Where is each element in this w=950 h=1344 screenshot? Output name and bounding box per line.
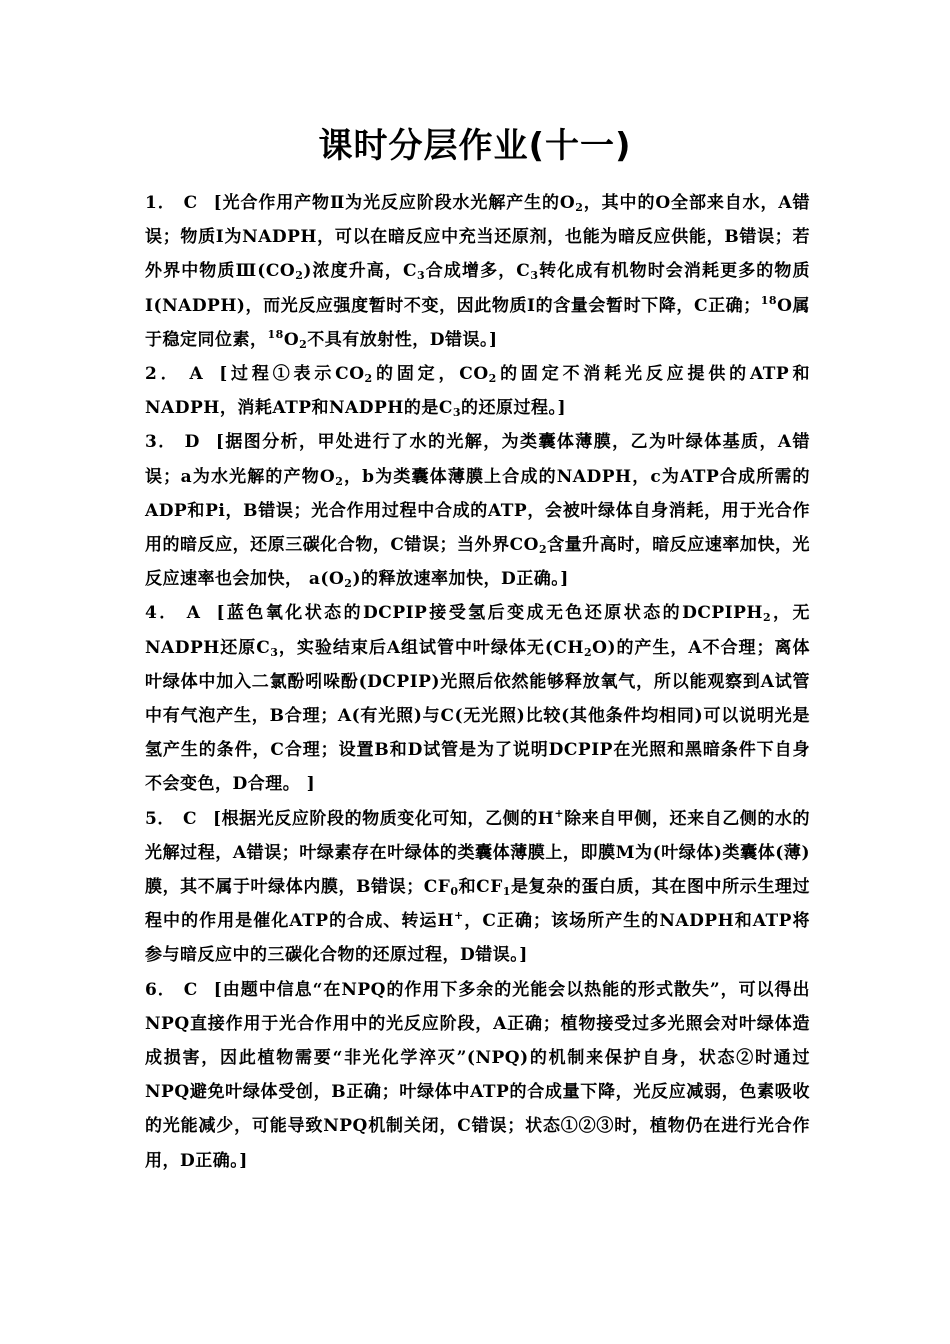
explanation-text: 的固定，CO [372, 364, 489, 385]
explanation-text: 转化成有机物时会消耗更多的物质Ⅰ(NADPH)，而光反应强度暂时不变，因此物质Ⅰ的含量会暂时下降，C正确； [145, 261, 811, 316]
answer-item-5 [145, 802, 810, 973]
answer-item-3 [145, 425, 810, 596]
superscript: 18 [760, 293, 778, 307]
subscript: 2 [299, 337, 308, 351]
subscript: 2 [344, 577, 353, 591]
explanation-text: [蓝色氧化状态的DCPIP接受氢后变成无色还原状态的DCPIPH [216, 603, 763, 624]
explanation-text: [据图分析，甲处进行了水的光解，为类囊体薄膜，乙为叶绿体基质，A错误；a为水光解的产物O [145, 432, 810, 487]
answer-item-1 [145, 186, 810, 357]
answer-choice: D [184, 432, 200, 453]
answer-list [145, 186, 810, 1178]
explanation-text: 含量升高时，暗反应速率加快，光反应速率也会加快， a(O [145, 535, 810, 590]
subscript: 2 [584, 645, 593, 659]
explanation-text: O属于稳定同位素， [145, 295, 810, 350]
answer-number: 2． [145, 364, 182, 385]
explanation-text: 除来自甲侧，还来自乙侧的水的光解过程，A错误；叶绿素存在叶绿体的类囊体薄膜上，即膜M为(叶绿体)类囊体(薄)膜，其不属于叶绿体内膜，B错误；CF [145, 808, 810, 898]
explanation-text: )的释放速率加快，D正确。] [352, 569, 569, 590]
subscript: 2 [295, 269, 304, 283]
superscript: 18 [267, 327, 284, 341]
subscript: 3 [270, 645, 279, 659]
answer-choice: C [183, 979, 198, 1000]
explanation-text: O)的产生，A不合理；离体叶绿体中加入二氯酚吲哚酚(DCPIP)光照后依然能够释放氧气，所以能观察到A试管中有气泡产生，B合理；A(有光照)与C(无光照)比较(其他条件均相同)可以说明光是氢产生的条件，C合理；设置B和D试管是为了说明DCPIP在光照和黑暗条件下自身不会变色，D合理。 ] [145, 637, 810, 795]
explanation-text: O [283, 329, 300, 350]
explanation-text: ，无NADPH还原C [145, 603, 811, 658]
explanation-text: 和CF [458, 877, 503, 898]
subscript: 2 [364, 372, 373, 386]
subscript: 1 [502, 885, 511, 899]
superscript: + [454, 909, 464, 923]
subscript: 0 [450, 885, 459, 899]
explanation-text: [过程①表示CO [219, 364, 365, 385]
answer-choice: C [182, 808, 197, 829]
answer-item-4 [145, 596, 810, 801]
subscript: 2 [335, 474, 344, 488]
explanation-text: [光合作用产物Ⅱ为光反应阶段水光解产生的O [213, 193, 576, 213]
explanation-text: 不具有放射性，D错误。] [307, 329, 498, 350]
answer-number: 4． [145, 603, 179, 624]
explanation-text: )浓度升高，C [303, 261, 418, 282]
subscript: 3 [452, 406, 462, 420]
answer-item-2 [145, 357, 810, 425]
subscript: 2 [575, 201, 584, 214]
answer-number: 6． [145, 979, 176, 1000]
explanation-text: [由题中信息“在NPQ的作用下多余的光能会以热能的形式散失”，可以得出NPQ直接作用于光合作用中的光反应阶段，A正确；植物接受过多光照会对叶绿体造成损害，因此植物需要“非光化学淬灭”(NPQ)的机制来保护自身，状态②时通过NPQ避免叶绿体受创，B正确；叶绿体中ATP的合成量下降，光反应减弱，色素吸收的光能减少，可能导致NPQ机制关闭，C错误；状态①②③时，植物仍在进行光合作用，D正确。] [145, 979, 810, 1171]
answer-choice: A [186, 603, 201, 624]
explanation-text: 合成增多，C [425, 261, 531, 282]
subscript: 3 [417, 269, 426, 283]
explanation-text: 的固定不消耗光反应提供的ATP和NADPH，消耗ATP和NADPH的是C [145, 364, 810, 419]
explanation-text: ，C正确；该场所产生的NADPH和ATP将参与暗反应中的三碳化合物的还原过程，D错误。] [145, 911, 810, 966]
subscript: 2 [762, 611, 772, 625]
explanation-text: ，其中的O全部来自水，A错误；物质Ⅰ为NADPH，可以在暗反应中充当还原剂，也能为暗反应供能，B错误；若外界中物质Ⅲ(CO [145, 193, 810, 282]
subscript: 2 [488, 372, 497, 386]
subscript: 2 [538, 543, 548, 557]
answer-number: 5． [145, 808, 175, 829]
answer-number: 3． [145, 432, 177, 453]
explanation-text: ，实验结束后A组试管中叶绿体无(CH [278, 637, 584, 658]
superscript: + [554, 806, 565, 820]
answer-item-6 [145, 973, 810, 1178]
subscript: 3 [530, 269, 539, 283]
explanation-text: 的还原过程。] [461, 398, 567, 419]
explanation-text: 是复杂的蛋白质，其在图中所示生理过程中的作用是催化ATP的合成、转运H [145, 877, 811, 932]
answer-choice: A [189, 364, 204, 385]
answer-number: 1． [145, 193, 176, 213]
answer-choice: C [183, 193, 198, 213]
explanation-text: [根据光反应阶段的物质变化可知，乙侧的H [213, 808, 555, 829]
explanation-text: ，b为类囊体薄膜上合成的NADPH，c为ATP合成所需的ADP和Pi，B错误；光合作用过程中合成的ATP，会被叶绿体自身消耗，用于光合作用的暗反应，还原三碳化合物，C错误；当外界CO [145, 466, 811, 556]
page-title: 课时分层作业(十一) [318, 126, 632, 166]
